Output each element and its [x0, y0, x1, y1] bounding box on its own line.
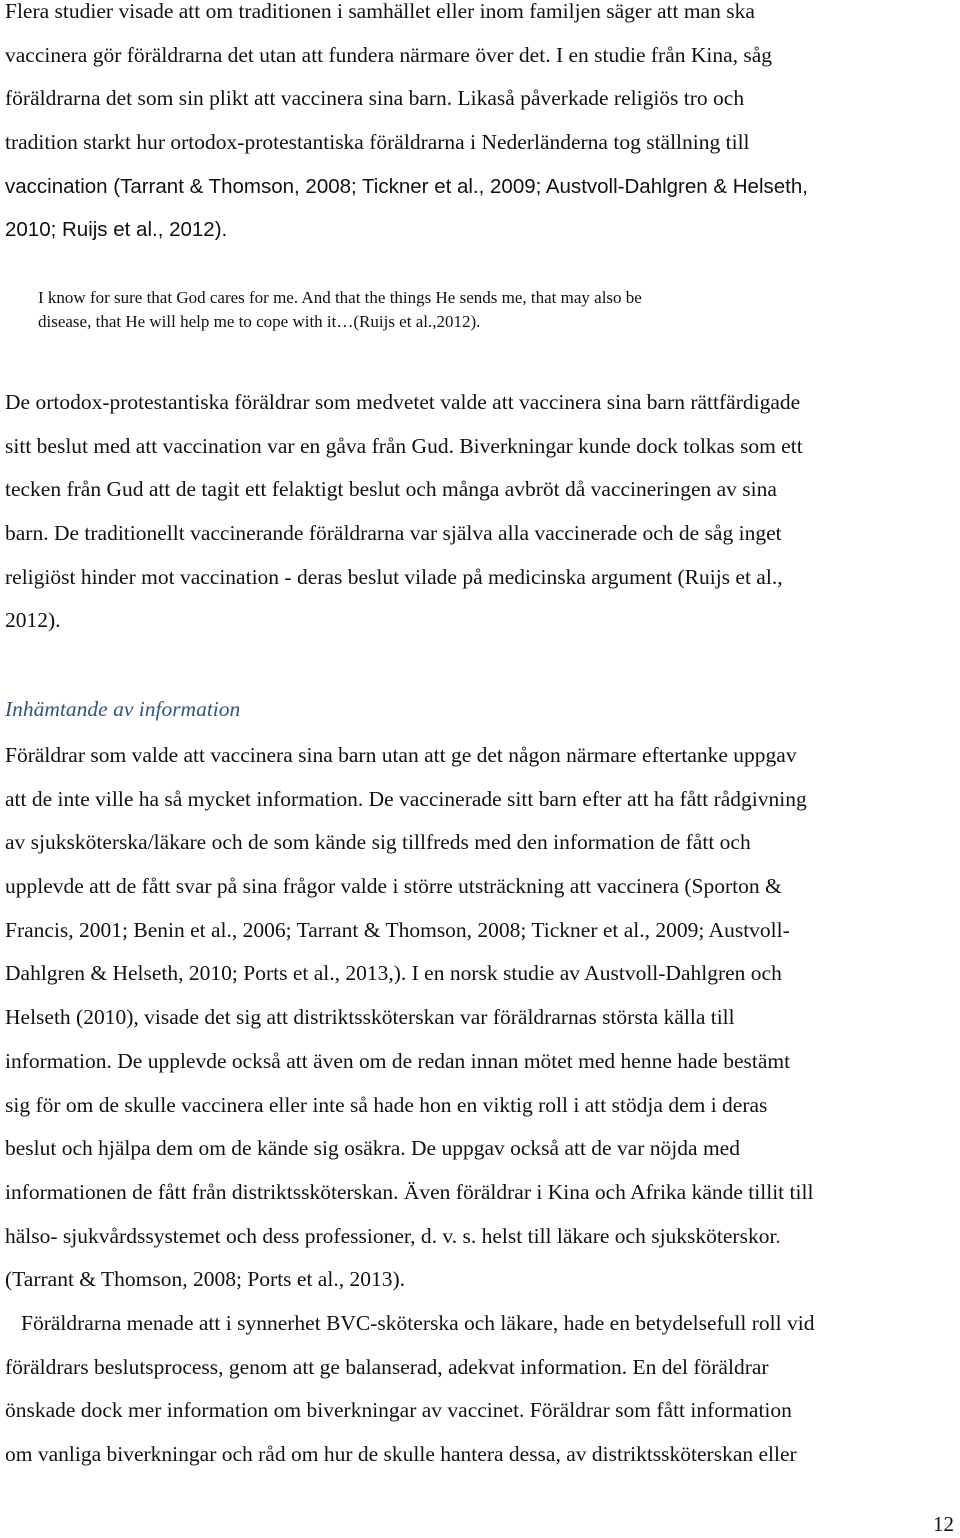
text-line: föräldrars beslutsprocess, genom att ge balanserad, adekvat information. En del föräldrar: [5, 1354, 769, 1379]
text-line: beslut och hjälpa dem om de kände sig osäkra. De uppgav också att de var nöjda med: [5, 1136, 740, 1161]
page-number: 12: [933, 1512, 954, 1536]
text-line: önskade dock mer information om biverkningar av vaccinet. Föräldrar som fått information: [5, 1398, 792, 1423]
text-line: (Tarrant & Thomson, 2008; Ports et al., 2013).: [5, 1267, 405, 1292]
text-line: barn. De traditionellt vaccinerande föräldrarna var själva alla vaccinerade och de såg inget: [5, 521, 782, 546]
text-line: De ortodox-protestantiska föräldrar som medvetet valde att vaccinera sina barn rättfärdigade: [5, 390, 801, 414]
text-line: Dahlgren & Helseth, 2010; Ports et al., 2013,). I en norsk studie av Austvoll-Dahlgren och: [5, 961, 782, 986]
text-line: föräldrarna det som sin plikt att vaccinera sina barn. Likaså påverkade religiös tro och: [5, 86, 745, 111]
text-line: 2012).: [5, 608, 61, 633]
block-quote: [38, 286, 938, 334]
section-heading: Inhämtande av information: [5, 697, 241, 721]
text-line: sitt beslut med att vaccination var en gåva från Gud. Biverkningar kunde dock tolkas som ett: [5, 433, 803, 458]
text-line: Helseth (2010), visade det sig att distriktssköterskan var föräldrarnas största källa till: [5, 1005, 735, 1030]
text-line: sig för om de skulle vaccinera eller inte så hade hon en viktig roll i att stödja dem i deras: [5, 1092, 768, 1117]
paragraph-tradition: [5, 0, 960, 252]
text-line: av sjuksköterska/läkare och de som kände sig tillfreds med den information de fått och: [5, 830, 751, 855]
text-line: religiöst hinder mot vaccination - deras beslut vilade på medicinska argument (Ruijs et al.,: [5, 564, 783, 589]
text-line: informationen de fått från distriktssköterskan. Även föräldrar i Kina och Afrika kände tillit till: [5, 1179, 814, 1204]
paragraph-orthodox-protestant: [5, 381, 960, 643]
text-line: att de inte ville ha så mycket information. De vaccinerade sitt barn efter att ha fått rådgivning: [5, 786, 807, 811]
text-segment: hälso- sjukvårdssystemet och dess professioner, d. v. s. helst till läkare och sjuksköterskor: [5, 1223, 776, 1248]
text-line: Flera studier visade att om traditionen i samhället eller inom familjen säger att man ska: [5, 0, 755, 23]
text-line: information. De upplevde också att även om de redan innan mötet med henne hade bestämt: [5, 1048, 791, 1073]
text-line: 2010; Ruijs et al., 2012).: [5, 218, 228, 242]
text-line: vaccinera gör föräldrarna det utan att fundera närmare över det. I en studie från Kina, såg: [5, 42, 773, 67]
quote-line: I know for sure that God cares for me. And that the things He sends me, that may also be: [38, 288, 642, 307]
text-line: upplevde att de fått svar på sina frågor valde i större utsträckning att vaccinera (Sporton &: [5, 874, 782, 899]
text-line: om vanliga biverkningar och råd om hur de skulle hantera dessa, av distriktssköterskan eller: [5, 1442, 797, 1467]
text-line-with-highlight: [5, 1215, 960, 1259]
quote-line: disease, that He will help me to cope with it…(Ruijs et al.,2012).: [38, 312, 481, 331]
text-line: Francis, 2001; Benin et al., 2006; Tarrant & Thomson, 2008; Tickner et al., 2009; Austvoll-: [5, 917, 790, 942]
paragraph-information: [5, 734, 960, 1302]
text-line: vaccination (Tarrant & Thomson, 2008; Tickner et al., 2009; Austvoll-Dahlgren & Helseth,: [5, 174, 808, 198]
highlighted-period: .: [775, 1223, 781, 1248]
text-line: Föräldrar som valde att vaccinera sina barn utan att ge det någon närmare eftertanke uppgav: [5, 743, 797, 767]
text-line: tradition starkt hur ortodox-protestantiska föräldrarna i Nederländerna tog ställning till: [5, 130, 750, 155]
text-line: tecken från Gud att de tagit ett felaktigt beslut och många avbröt då vaccineringen av sina: [5, 477, 777, 502]
text-line: Föräldrarna menade att i synnerhet BVC-sköterska och läkare, hade en betydelsefull roll vid: [21, 1311, 815, 1335]
paragraph-bvc-nurse: [5, 1302, 960, 1477]
